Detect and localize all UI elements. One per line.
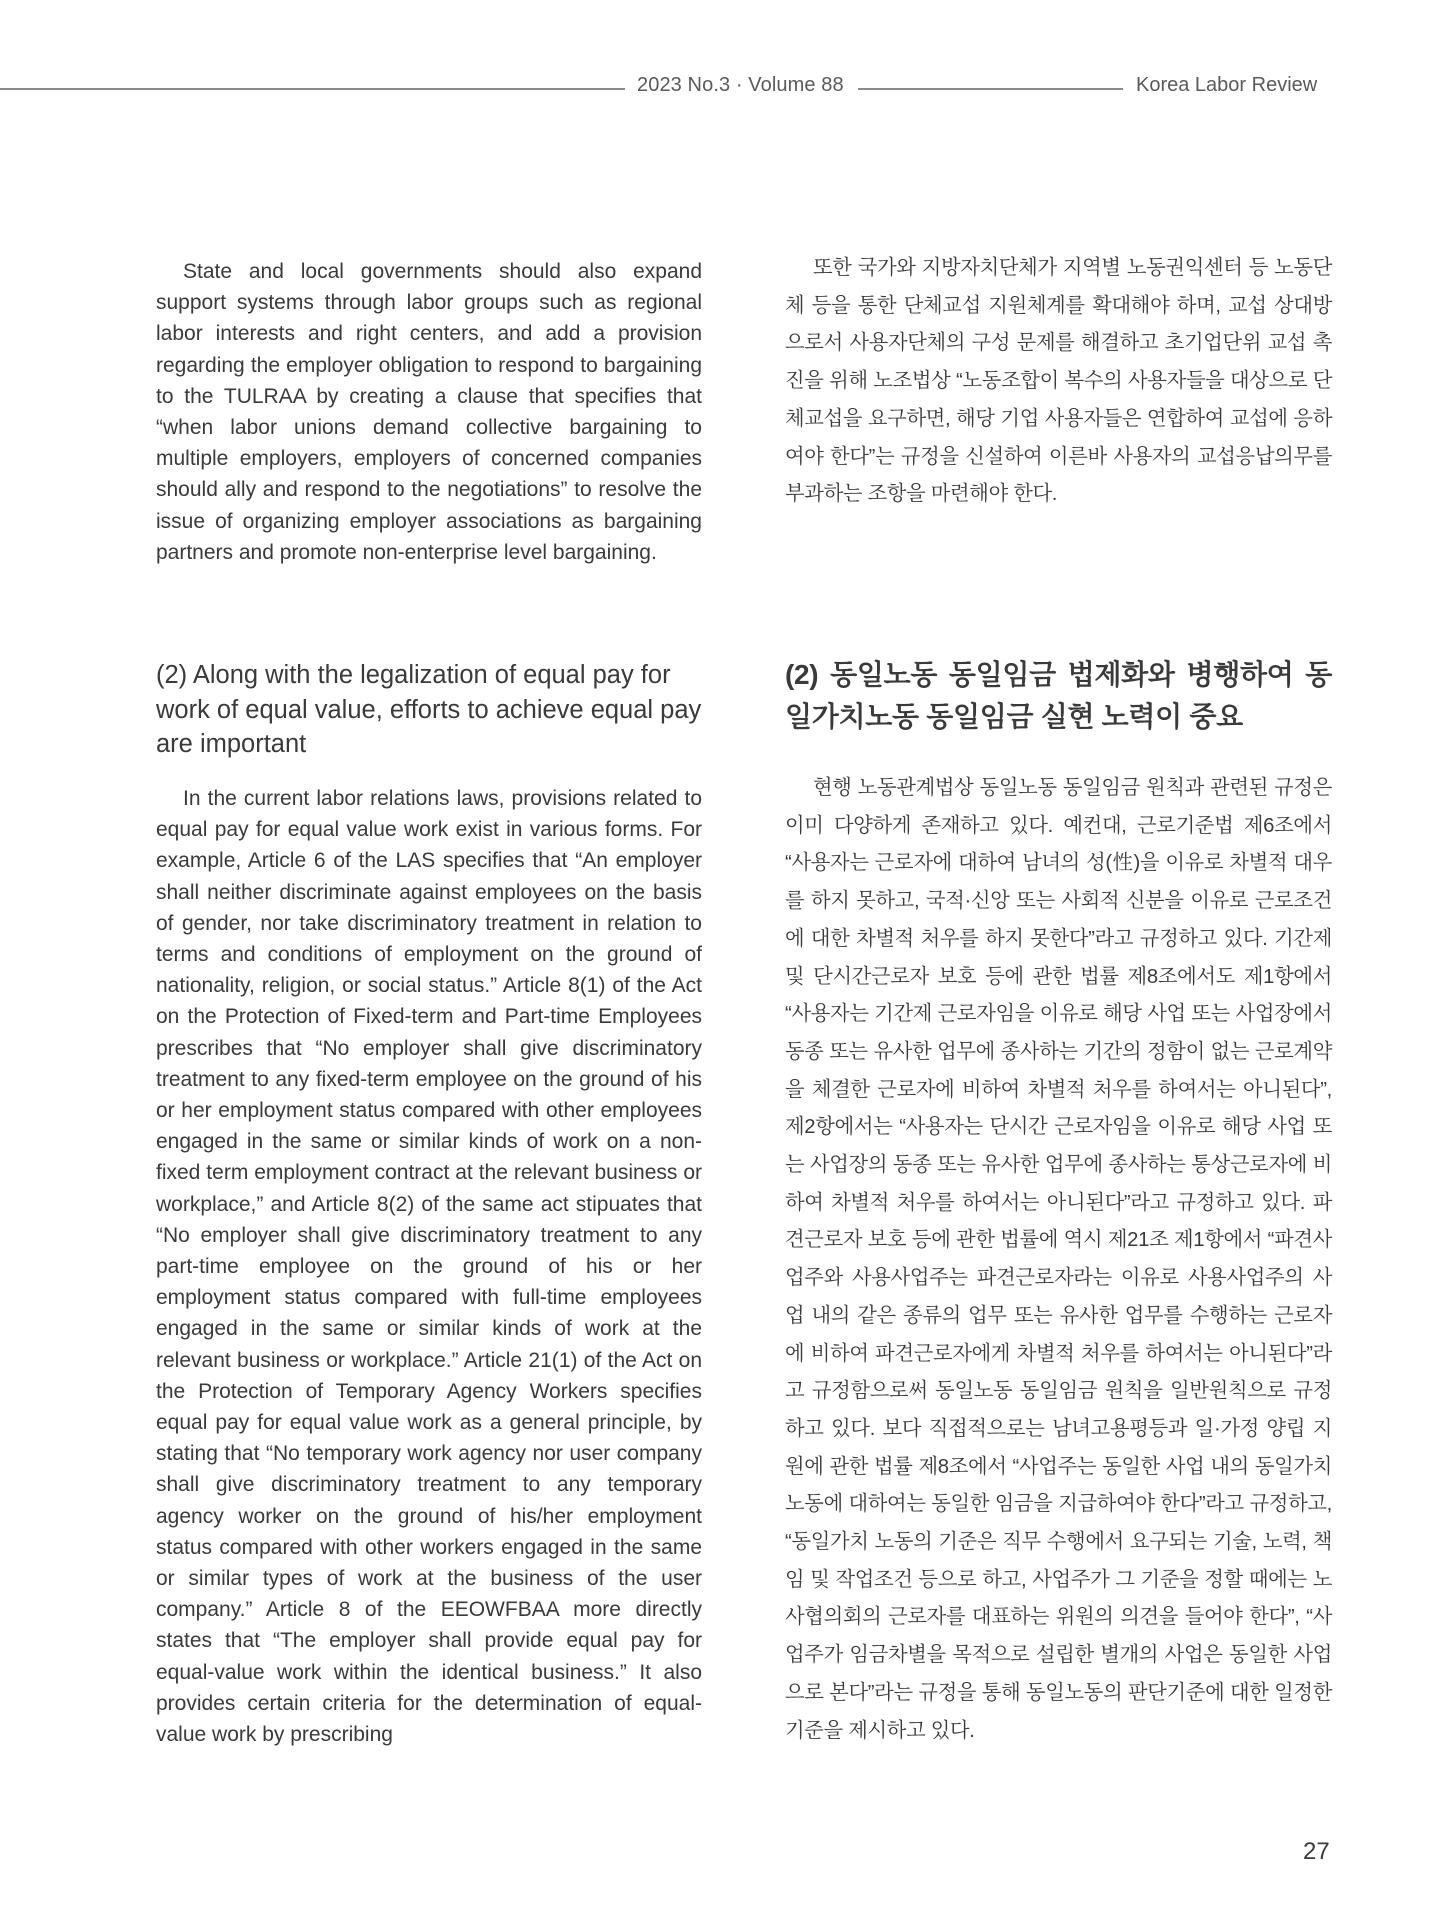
- english-paragraph-2-block: [156, 783, 702, 1750]
- issue-label: 2023 No.3 · Volume 88: [637, 74, 844, 96]
- english-paragraph-1: State and local governments should also expand support systems through labor groups such as regional labor interests and right centers, and add a provision regarding the employer obligation to respond to bargaining to the TULRAA by creating a clause that specifies that “when labor unions demand collective bargaining to multiple employers, employers of concerned companies should ally and respond to the negotiations” to resolve the issue of organizing employer associations as bargaining partners and promote non-enterprise level bargaining.: [156, 260, 702, 564]
- header-rule-middle: [858, 88, 1123, 90]
- page-number: 27: [1303, 1838, 1330, 1865]
- header-rule-left: [0, 88, 625, 90]
- english-section-heading-block: [156, 658, 702, 762]
- korean-section-heading-block: [785, 654, 1332, 738]
- korean-paragraph-2-block: [785, 770, 1332, 1750]
- korean-section-heading: (2) 동일노동 동일임금 법제화와 병행하여 동일가치노동 동일임금 실현 노력이 중요: [785, 659, 1332, 732]
- english-section-heading: (2) Along with the legalization of equal pay for work of equal value, efforts to achieve equal pay are important: [156, 661, 702, 758]
- korean-paragraph-1-block: [785, 250, 1332, 514]
- running-header: [0, 74, 1432, 104]
- english-paragraph-2: In the current labor relations laws, provisions related to equal pay for equal value work exist in various forms. For example, Article 6 of the LAS specifies that “An employer shall neither discriminate against employees on the basis of gender, nor take discriminatory treatment in relation to terms and conditions of employment on the ground of nationality, religion, or social status.” Article 8(1) of the Act on the Protection of Fixed-term and Part-time Employees prescribes that “No employer shall give discriminatory treatment to any fixed-term employee on the ground of his or her employment status compared with other employees engaged in the same or similar kinds of work on a non-fixed term employment contract at the relevant business or workplace,” and Article 8(2) of the same act stipuates that “No employer shall give discriminatory treatment to any part-time employee on the ground of his or her employment status compared with full-time employees engaged in the same or similar kinds of work at the relevant business or workplace.” Article 21(1) of the Act on the Protection of Temporary Agency Workers specifies equal pay for equal value work as a general principle, by stating that “No temporary work agency nor user company shall give discriminatory treatment to any temporary agency worker on the ground of his/her employment status compared with other workers engaged in the same or similar types of work at the business of the user company.” Article 8 of the EEOWFBAA more directly states that “The employer shall provide equal pay for equal-value work within the identical business.” It also provides certain criteria for the determination of equal-value work by prescribing: [156, 787, 702, 1747]
- korean-paragraph-2: 현행 노동관계법상 동일노동 동일임금 원칙과 관련된 규정은 이미 다양하게 존재하고 있다. 예컨대, 근로기준법 제6조에서 “사용자는 근로자에 대하여 남녀의 성(性)을 이유로 차별적 대우를 하지 못하고, 국적·신앙 또는 사회적 신분을 이유로 근로조건에 대한 차별적 처우를 하지 못한다”라고 규정하고 있다. 기간제 및 단시간근로자 보호 등에 관한 법률 제8조에서도 제1항에서 “사용자는 기간제 근로자임을 이유로 해당 사업 또는 사업장에서 동종 또는 유사한 업무에 종사하는 기간의 정함이 없는 근로계약을 체결한 근로자에 비하여 차별적 처우를 하여서는 아니된다”, 제2항에서는 “사용자는 단시간 근로자임을 이유로 해당 사업 또는 사업장의 동종 또는 유사한 업무에 종사하는 통상근로자에 비하여 차별적 처우를 하여서는 아니된다”라고 규정하고 있다. 파견근로자 보호 등에 관한 법률에 역시 제21조 제1항에서 “파견사업주와 사용사업주는 파견근로자라는 이유로 사용사업주의 사업 내의 같은 종류의 업무 또는 유사한 업무를 수행하는 근로자에 비하여 파견근로자에게 차별적 처우를 하여서는 아니된다”라고 규정함으로써 동일노동 동일임금 원칙을 일반원칙으로 규정하고 있다. 보다 직접적으로는 남녀고용평등과 일·가정 양립 지원에 관한 법률 제8조에서 “사업주는 동일한 사업 내의 동일가치 노동에 대하여는 동일한 임금을 지급하여야 한다”라고 규정하고, “동일가치 노동의 기준은 직무 수행에서 요구되는 기술, 노력, 책임 및 작업조건 등으로 하고, 사업주가 그 기준을 정할 때에는 노사협의회의 근로자를 대표하는 위원의 의견을 들어야 한다”, “사업주가 임금차별을 목적으로 설립한 별개의 사업은 동일한 사업으로 본다”라는 규정을 통해 동일노동의 판단기준에 대한 일정한 기준을 제시하고 있다.: [785, 777, 1332, 1742]
- english-paragraph-1-block: [156, 256, 702, 568]
- journal-title: Korea Labor Review: [1136, 74, 1318, 96]
- korean-paragraph-1: 또한 국가와 지방자치단체가 지역별 노동권익센터 등 노동단체 등을 통한 단체교섭 지원체계를 확대해야 하며, 교섭 상대방으로서 사용자단체의 구성 문제를 해결하고 초기업단위 교섭 촉진을 위해 노조법상 “노동조합이 복수의 사용자들을 대상으로 단체교섭을 요구하면, 해당 기업 사용자들은 연합하여 교섭에 응하여야 한다”는 규정을 신설하여 이른바 사용자의 교섭응납의무를 부과하는 조항을 마련해야 한다.: [785, 257, 1332, 506]
